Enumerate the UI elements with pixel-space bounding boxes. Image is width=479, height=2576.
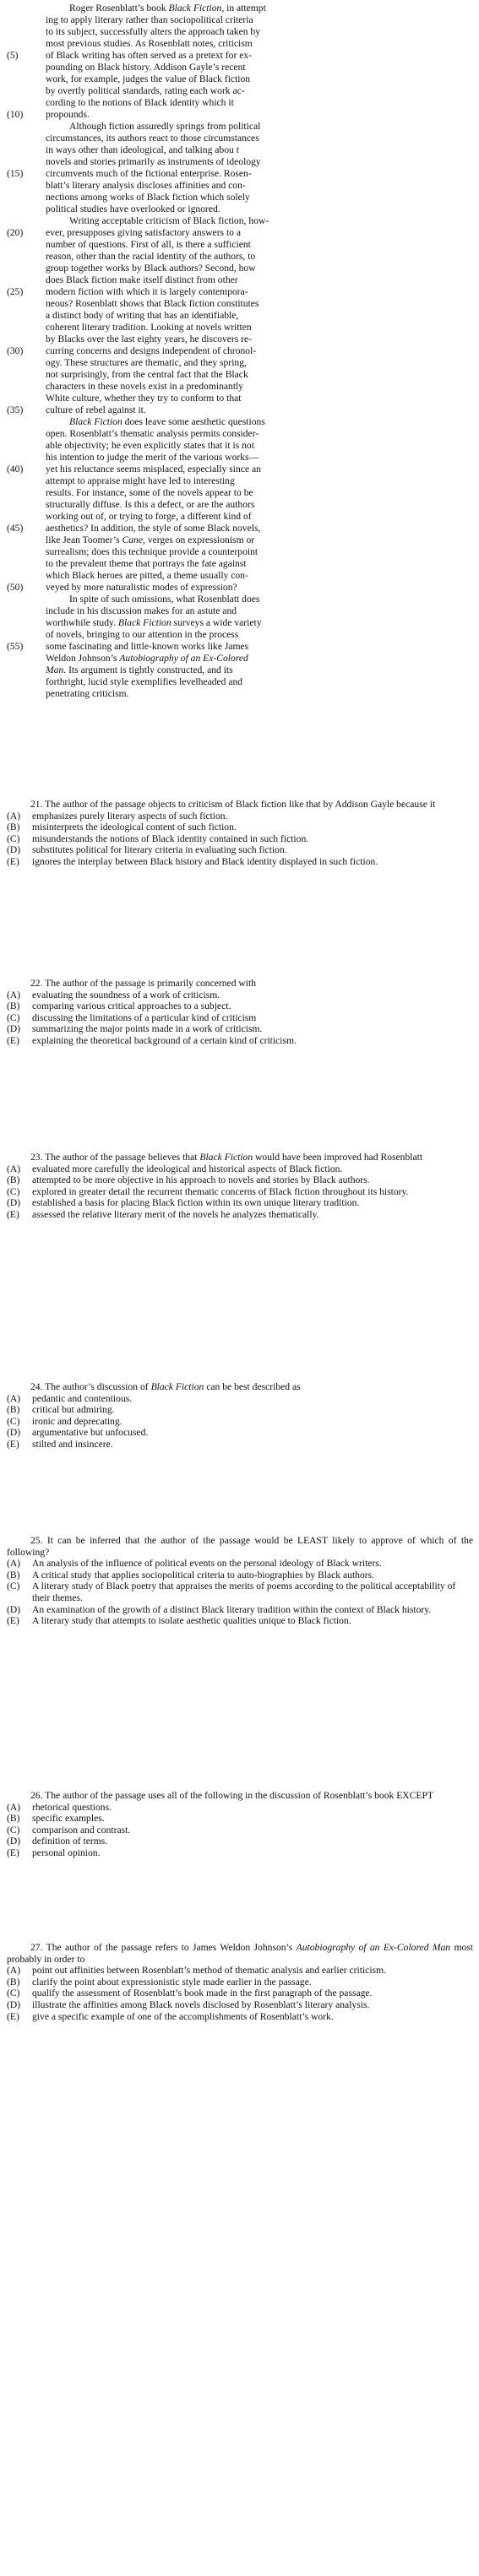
passage-text: Writing acceptable criticism of Black fiction, how- — [69, 215, 269, 226]
choice-text: qualify the assessment of Rosenblatt’s book made in the first paragraph of the passage. — [32, 1988, 373, 1999]
choice-text: give a specific example of one of the accomplishments of Rosenblatt’s work. — [32, 2010, 334, 2022]
passage-line — [0, 286, 479, 298]
passage-text: Roger Rosenblatt’s book Black Fiction, in attempt — [69, 3, 266, 14]
choice-label: (B) — [7, 1813, 20, 1825]
choice-text: substitutes political for literary criteria in evaluating such fiction. — [32, 844, 287, 856]
passage-line — [0, 428, 479, 440]
answer-choice[interactable] — [7, 1404, 473, 1416]
passage-line — [0, 511, 479, 523]
choice-label: (C) — [7, 1415, 20, 1427]
passage-text: of novels, bringing to our attention in the process — [46, 629, 239, 640]
question-stem: 25. It can be inferred that the author of the passage would be LEAST likely to approve of which of the following? — [7, 1535, 473, 1558]
answer-choice[interactable] — [7, 2011, 473, 2023]
passage-line — [0, 121, 479, 133]
passage-line — [0, 274, 479, 286]
line-number: (55) — [7, 641, 24, 652]
choice-label: (E) — [7, 1208, 19, 1220]
question-stem: 23. The author of the passage believes that Black Fiction would have been improved had Rosenblatt — [30, 1152, 423, 1163]
passage-text: veyed by more naturalistic modes of expression? — [46, 582, 237, 593]
choice-text: emphasizes purely literary aspects of such fiction. — [32, 810, 228, 822]
passage-line — [0, 664, 479, 676]
passage-line — [0, 546, 479, 558]
answer-choice[interactable] — [7, 1163, 473, 1175]
passage-text: not surprisingly, from the central fact that the Black — [46, 369, 248, 380]
answer-choice[interactable] — [7, 1570, 473, 1581]
question-24 — [7, 1381, 473, 1451]
passage-text: Black Fiction does leave some aesthetic questions — [69, 416, 265, 427]
choice-text: personal opinion. — [32, 1847, 101, 1858]
choice-label: (D) — [7, 1603, 21, 1615]
passage-line — [0, 334, 479, 345]
answer-choice[interactable] — [7, 1427, 473, 1439]
passage-text: White culture, whether they try to conform to that — [46, 393, 242, 404]
choice-label: (E) — [7, 1615, 19, 1627]
answer-choice[interactable] — [7, 1847, 473, 1859]
answer-choice[interactable] — [7, 822, 473, 833]
passage-text: neous? Rosenblatt shows that Black fiction constitutes — [46, 298, 259, 309]
passage-line — [0, 605, 479, 617]
passage-line — [0, 629, 479, 641]
answer-choice[interactable] — [7, 1825, 473, 1836]
choice-label: (D) — [7, 1998, 21, 2010]
passage-line — [0, 310, 479, 322]
answer-choice[interactable] — [7, 1012, 473, 1024]
passage-line — [0, 523, 479, 534]
answer-choice[interactable] — [7, 1977, 473, 1988]
answer-choice[interactable] — [7, 833, 473, 845]
choice-text: comparing various critical approaches to a subject. — [32, 1001, 231, 1012]
passage-text: In spite of such omissions, what Rosenblatt does — [69, 594, 260, 605]
line-number: (25) — [7, 286, 24, 297]
choice-label: (E) — [7, 1034, 19, 1046]
choice-text: illustrate the affinities among Black novels disclosed by Rosenblatt’s literary analysis. — [32, 1998, 370, 2010]
question-stem: 26. The author of the passage uses all of the following in the discussion of Rosenblatt’s book EXCEPT — [30, 1790, 433, 1801]
passage-text: ing to apply literary rather than sociopolitical criteria — [46, 14, 253, 25]
choice-label: (A) — [7, 1801, 21, 1813]
passage-text: which Black heroes are pitted, a theme usually con- — [46, 570, 248, 581]
choice-text: evaluated more carefully the ideological and historical aspects of Black fiction. — [32, 1163, 343, 1174]
question-stem: 21. The author of the passage objects to criticism of Black fiction like that by Addison Gayle because it — [30, 799, 436, 810]
passage-line — [0, 452, 479, 464]
question-26 — [7, 1790, 473, 1859]
choice-label: (E) — [7, 855, 19, 867]
answer-choice[interactable] — [7, 811, 473, 822]
passage-line — [0, 404, 479, 416]
passage-line — [0, 653, 479, 664]
line-number: (50) — [7, 582, 24, 593]
answer-choice[interactable] — [7, 1581, 473, 1603]
choice-text: stilted and insincere. — [32, 1438, 113, 1450]
passage-text: nections among works of Black fiction which solely — [46, 192, 250, 203]
line-number: (45) — [7, 523, 24, 534]
passage-text: worthwhile study. Black Fiction surveys a wide variety — [46, 617, 262, 628]
choice-label: (C) — [7, 1824, 20, 1836]
choice-text: explored in greater detail the recurrent thematic concerns of Black fiction throughout its history. — [32, 1185, 409, 1197]
passage-text: forthright, lucid style exemplifies levelheaded and — [46, 676, 243, 687]
passage-text: able objectivity; he even explicitly states that it is not — [46, 440, 254, 451]
choice-text: argumentative but unfocused. — [32, 1427, 149, 1439]
choice-text: evaluating the soundness of a work of criticism. — [32, 989, 220, 1001]
choice-text: misunderstands the notions of Black identity contained in such fiction. — [32, 832, 309, 844]
passage-line — [0, 215, 479, 227]
passage-text: ogy. These structures are thematic, and they spring, — [46, 357, 247, 368]
passage-text: yet his reluctance seems misplaced, especially since an — [46, 464, 261, 475]
choice-label: (B) — [7, 1569, 20, 1581]
passage-text: does Black fiction make itself distinct from other — [46, 274, 238, 285]
choice-text: definition of terms. — [32, 1836, 108, 1847]
answer-choice[interactable] — [7, 1186, 473, 1198]
answer-choice[interactable] — [7, 856, 473, 868]
line-number: (40) — [7, 464, 24, 475]
answer-choice[interactable] — [7, 1439, 473, 1451]
passage-text: circumstances, its authors react to those circumstances — [46, 133, 259, 144]
passage-text: in ways other than ideological, and talking abou t — [46, 144, 239, 155]
answer-choice[interactable] — [7, 1999, 473, 2011]
question-21 — [7, 799, 473, 868]
passage-line — [0, 298, 479, 310]
choice-text: pedantic and contentious. — [32, 1392, 133, 1404]
answer-choice[interactable] — [7, 1416, 473, 1428]
choice-text: point out affinities between Rosenblatt’s method of thematic analysis and earlier criticism. — [32, 1965, 386, 1977]
choice-label: (B) — [7, 1001, 20, 1012]
passage-text: structurally diffuse. Is this a defect, or are the authors — [46, 499, 255, 510]
choice-label: (E) — [7, 1847, 19, 1858]
choice-text: attempted to be more objective in his approach to novels and stories by Black authors. — [32, 1174, 370, 1186]
answer-choice[interactable] — [7, 1393, 473, 1405]
passage-text: novels and stories primarily as instruments of ideology — [46, 156, 261, 167]
passage-line — [0, 50, 479, 62]
passage-text: modern fiction with which it is largely contempora- — [46, 286, 248, 297]
choice-text: assessed the relative literary merit of the novels he analyzes thematically. — [32, 1208, 319, 1220]
choice-text: ignores the interplay between Black history and Black identity displayed in such fiction. — [32, 855, 378, 867]
passage-line — [0, 570, 479, 582]
answer-choice[interactable] — [7, 1558, 473, 1570]
passage-text: results. For instance, some of the novels appear to be — [46, 487, 253, 498]
passage-text: blatt’s literary analysis discloses affinities and con- — [46, 180, 246, 191]
choice-text: comparison and contrast. — [32, 1824, 131, 1836]
passage-line — [0, 487, 479, 499]
answer-choice[interactable] — [7, 1174, 473, 1186]
passage-line — [0, 582, 479, 594]
passage-text: aesthetics? In addition, the style of some Black novels, — [46, 523, 261, 534]
choice-label: (A) — [7, 989, 21, 1001]
answer-choice[interactable] — [7, 1001, 473, 1012]
choice-text: A critical study that applies sociopolitical criteria to auto-biographies by Black authors. — [32, 1569, 375, 1581]
passage-text: attempt to appraise might have led to interesting — [46, 475, 235, 486]
question-stem: 22. The author of the passage is primarily concerned with — [30, 978, 257, 989]
passage-text: by overtly political standards, rating each work ac- — [46, 85, 245, 96]
passage-text: culture of rebel against it. — [46, 404, 146, 415]
passage-text: most previous studies. As Rosenblatt notes, criticism — [46, 38, 253, 49]
passage-text: Man. Its argument is tightly constructed, and its — [46, 664, 233, 675]
passage-line — [0, 381, 479, 393]
passage-text: curring concerns and designs independent of chronol- — [46, 345, 257, 356]
passage-line — [0, 393, 479, 404]
passage-text: pounding on Black history. Addison Gayle’s recent — [46, 62, 246, 73]
passage-text: propounds. — [46, 109, 90, 120]
passage-text: his intention to judge the merit of the various works— — [46, 452, 259, 463]
passage-line — [0, 641, 479, 653]
choice-label: (C) — [7, 832, 20, 844]
passage-line — [0, 85, 479, 97]
question-25 — [7, 1535, 473, 1627]
choice-text: established a basis for placing Black fiction within its own unique literary tradition. — [32, 1197, 360, 1209]
passage-line — [0, 440, 479, 452]
choice-label: (B) — [7, 822, 20, 833]
answer-choice[interactable] — [7, 1965, 473, 1977]
passage-line — [0, 133, 479, 144]
passage-text: political studies have overlooked or ignored. — [46, 203, 220, 214]
choice-text: misinterprets the ideological content of such fiction. — [32, 822, 237, 833]
passage-text: circumvents much of the fictional enterprise. Rosen- — [46, 168, 252, 179]
line-number: (35) — [7, 404, 24, 415]
answer-choice[interactable] — [7, 1988, 473, 1999]
question-stem: 24. The author’s discussion of Black Fiction can be best described as — [30, 1381, 301, 1392]
passage-text: ever, presupposes giving satisfactory answers to a — [46, 227, 242, 238]
choice-label: (A) — [7, 1163, 21, 1174]
answer-choice[interactable] — [7, 1615, 473, 1627]
choice-text: ironic and deprecating. — [32, 1415, 122, 1427]
passage-text: number of questions. First of all, is there a sufficient — [46, 239, 251, 250]
passage-line — [0, 251, 479, 263]
choice-text: summarizing the major points made in a work of criticism. — [32, 1023, 263, 1035]
line-number: (10) — [7, 109, 24, 120]
passage-line — [0, 322, 479, 334]
answer-choice[interactable] — [7, 1035, 473, 1047]
passage-line — [0, 558, 479, 570]
passage-line — [0, 109, 479, 121]
passage-line — [0, 594, 479, 605]
choice-label: (A) — [7, 1392, 21, 1404]
line-number: (30) — [7, 345, 24, 356]
passage-line — [0, 62, 479, 73]
choice-label: (D) — [7, 1427, 21, 1439]
choice-label: (B) — [7, 1976, 20, 1988]
passage-line — [0, 168, 479, 180]
answer-choice[interactable] — [7, 1604, 473, 1616]
choice-label: (B) — [7, 1404, 20, 1416]
choice-label: (C) — [7, 1011, 20, 1023]
choice-text: A literary study of Black poetry that appraises the merits of poems according to the political acceptability of their themes. — [32, 1581, 456, 1603]
passage-line — [0, 192, 479, 203]
answer-choice[interactable] — [7, 1209, 473, 1221]
passage-text: a distinct body of writing that has an identifiable, — [46, 310, 239, 321]
passage-text: working out of, or trying to forge, a different kind of — [46, 511, 252, 522]
passage-text: like Jean Toomer’s Cane, verges on expressionism or — [46, 534, 255, 545]
choice-label: (A) — [7, 1558, 21, 1570]
choice-label: (D) — [7, 844, 21, 856]
passage-line — [0, 156, 479, 168]
passage-line — [0, 180, 479, 192]
answer-choice[interactable] — [7, 990, 473, 1001]
choice-label: (E) — [7, 2010, 19, 2022]
question-stem: 27. The author of the passage refers to James Weldon Johnson’s Autobiography of an Ex-Colored Man most probably in order to — [7, 1942, 473, 1965]
passage-line — [0, 239, 479, 251]
passage-line — [0, 357, 479, 369]
passage-line — [0, 688, 479, 700]
question-27 — [7, 1942, 473, 2022]
answer-choice[interactable] — [7, 1802, 473, 1814]
passage-text: of Black writing has often served as a pretext for ex- — [46, 50, 253, 61]
choice-label: (C) — [7, 1581, 20, 1592]
passage-line — [0, 3, 479, 14]
answer-choice[interactable] — [7, 1197, 473, 1209]
passage-line — [0, 464, 479, 475]
passage-text: open. Rosenblatt’s thematic analysis permits consider- — [46, 428, 259, 439]
passage-line — [0, 38, 479, 50]
choice-text: critical but admiring. — [32, 1404, 115, 1416]
passage-line — [0, 499, 479, 511]
answer-choice[interactable] — [7, 844, 473, 856]
line-number: (20) — [7, 227, 24, 238]
choice-label: (A) — [7, 810, 21, 822]
passage-text: cording to the notions of Black identity which it — [46, 97, 234, 108]
passage-text: characters in these novels exist in a predominantly — [46, 381, 244, 392]
answer-choice[interactable] — [7, 1813, 473, 1825]
passage-line — [0, 369, 479, 381]
passage-line — [0, 475, 479, 487]
passage-text: reason, other than the racial identity of the authors, to — [46, 251, 256, 262]
question-23 — [7, 1152, 473, 1221]
passage-text: to its subject, successfully alters the approach taken by — [46, 26, 261, 37]
passage-text: to the prevalent theme that portrays the fate against — [46, 558, 247, 569]
choice-label: (D) — [7, 1023, 21, 1035]
passage-line — [0, 227, 479, 239]
passage-line — [0, 14, 479, 26]
passage-line — [0, 345, 479, 357]
choice-text: explaining the theoretical background of a certain kind of criticism. — [32, 1034, 297, 1046]
choice-text: A literary study that attempts to isolate aesthetic qualities unique to Black fiction. — [32, 1615, 351, 1627]
passage-line — [0, 534, 479, 546]
choice-text: An analysis of the influence of political events on the personal ideology of Black writers. — [32, 1558, 382, 1570]
choice-label: (C) — [7, 1988, 20, 1999]
passage-text: some fascinating and little-known works like James — [46, 641, 249, 652]
passage-line — [0, 203, 479, 215]
answer-choice[interactable] — [7, 1836, 473, 1847]
answer-choice[interactable] — [7, 1023, 473, 1035]
passage-text: penetrating criticism. — [46, 688, 129, 699]
line-number: (5) — [7, 50, 19, 61]
choice-text: An examination of the growth of a distinct Black literary tradition within the context of Black history. — [32, 1603, 432, 1615]
choice-label: (B) — [7, 1174, 20, 1186]
passage-text: surrealism; does this technique provide a counterpoint — [46, 546, 259, 557]
choice-text: rhetorical questions. — [32, 1801, 112, 1813]
choice-label: (D) — [7, 1836, 21, 1847]
passage-line — [0, 263, 479, 274]
passage-line — [0, 97, 479, 109]
line-number: (15) — [7, 168, 24, 179]
choice-label: (A) — [7, 1965, 21, 1977]
passage-line — [0, 144, 479, 156]
passage-text: Although fiction assuredly springs from political — [69, 121, 261, 132]
choice-text: discussing the limitations of a particular kind of criticism — [32, 1011, 257, 1023]
passage-text: by Blacks over the last eighty years, he discovers re- — [46, 334, 253, 344]
choice-label: (D) — [7, 1197, 21, 1209]
passage-line — [0, 617, 479, 629]
passage-text: Weldon Johnson’s Autobiography of an Ex-Colored — [46, 653, 248, 664]
passage-text: work, for example, judges the value of Black fiction — [46, 73, 251, 84]
passage-text: group together works by Black authors? Second, how — [46, 263, 256, 274]
choice-text: clarify the point about expressionistic style made earlier in the passage. — [32, 1976, 312, 1988]
passage-line — [0, 676, 479, 688]
passage-text: coherent literary tradition. Looking at novels written — [46, 322, 252, 333]
passage-line — [0, 73, 479, 85]
passage-line — [0, 26, 479, 38]
passage-line — [0, 416, 479, 428]
choice-label: (E) — [7, 1438, 19, 1450]
question-22 — [7, 978, 473, 1047]
passage-text: include in his discussion makes for an astute and — [46, 605, 237, 616]
choice-text: specific examples. — [32, 1813, 105, 1825]
choice-label: (C) — [7, 1185, 20, 1197]
